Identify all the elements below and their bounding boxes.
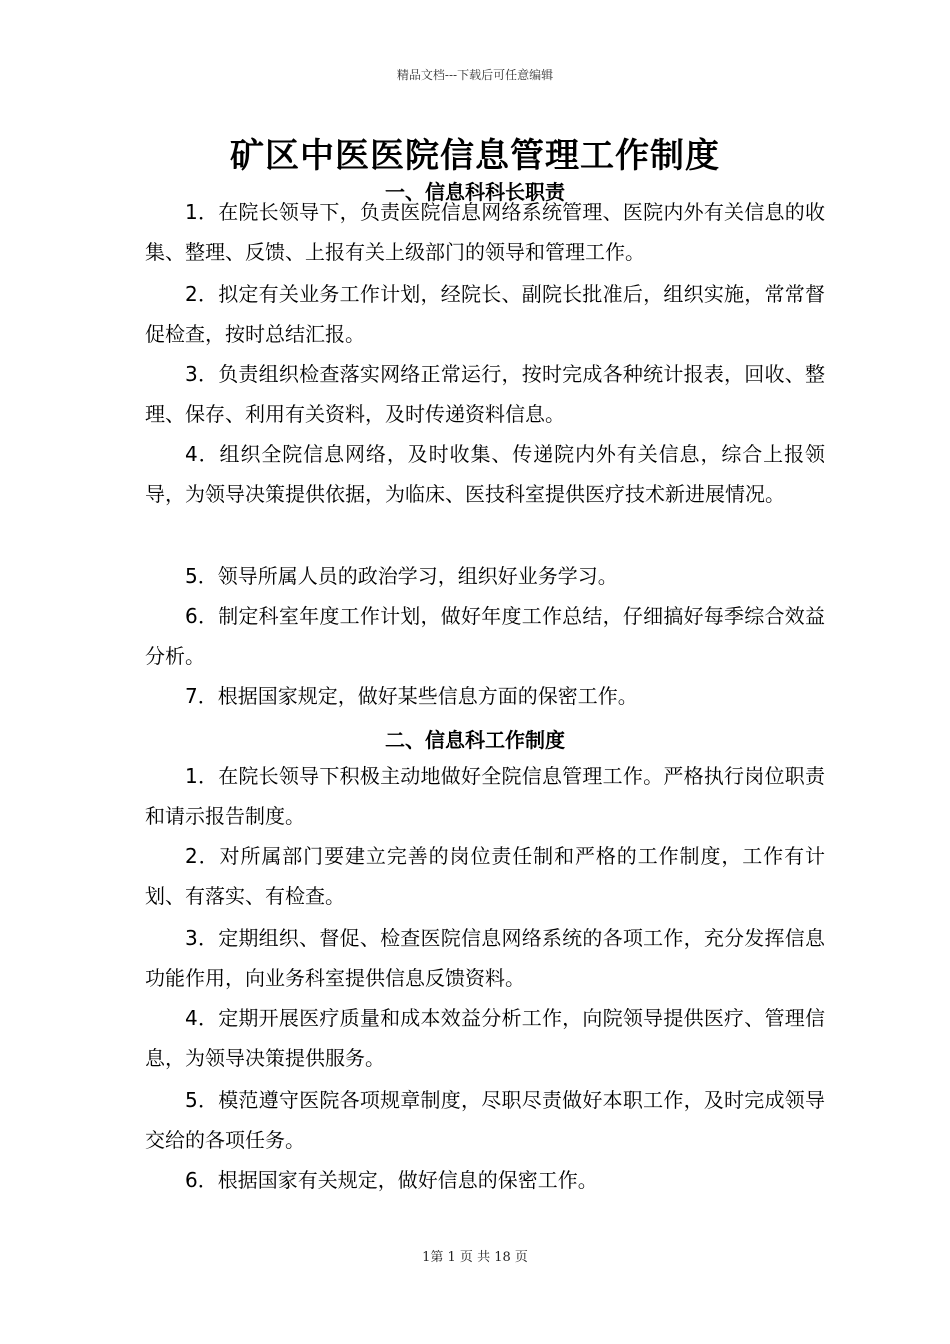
section2-item-1: 1．在院长领导下积极主动地做好全院信息管理工作。严格执行岗位职责和请示报告制度。: [145, 764, 825, 828]
section2-item-3: 3．定期组织、督促、检查医院信息网络系统的各项工作，充分发挥信息功能作用，向业务科室提供信息反馈资料。: [145, 926, 825, 990]
section2-item-2: 2．对所属部门要建立完善的岗位责任制和严格的工作制度，工作有计划、有落实、有检查。: [145, 844, 825, 908]
section1-item-4: 4．组织全院信息网络，及时收集、传递院内外有关信息，综合上报领导，为领导决策提供依据，为临床、医技科室提供医疗技术新进展情况。: [145, 442, 825, 506]
section-heading-1: 一、信息科科长职责: [385, 180, 565, 204]
section2-item-5: 5．模范遵守医院各项规章制度，尽职尽责做好本职工作，及时完成领导交给的各项任务。: [145, 1088, 825, 1152]
document-title: 矿区中医医院信息管理工作制度: [230, 136, 720, 176]
document-header-note: 精品文档---下载后可任意编辑: [396, 68, 554, 82]
section2-item-4: 4．定期开展医疗质量和成本效益分析工作，向院领导提供医疗、管理信息，为领导决策提供服务。: [145, 1006, 825, 1070]
section-heading-2: 二、信息科工作制度: [385, 728, 565, 752]
section1-item-6: 6．制定科室年度工作计划，做好年度工作总结，仔细搞好每季综合效益分析。: [145, 604, 825, 668]
section1-item-7: 7．根据国家规定，做好某些信息方面的保密工作。: [185, 684, 638, 708]
page-footer: 1第 1 页 共 18 页: [422, 1250, 528, 1265]
section2-item-6: 6．根据国家有关规定，做好信息的保密工作。: [185, 1168, 598, 1192]
section1-item-2: 2．拟定有关业务工作计划，经院长、副院长批准后，组织实施，常常督促检查，按时总结汇报。: [145, 282, 825, 346]
section1-item-5: 5．领导所属人员的政治学习，组织好业务学习。: [185, 564, 618, 588]
section1-item-3: 3．负责组织检查落实网络正常运行，按时完成各种统计报表，回收、整理、保存、利用有关资料，及时传递资料信息。: [145, 362, 825, 426]
section1-item-1: 1．在院长领导下，负责医院信息网络系统管理、医院内外有关信息的收集、整理、反馈、上报有关上级部门的领导和管理工作。: [145, 200, 825, 264]
